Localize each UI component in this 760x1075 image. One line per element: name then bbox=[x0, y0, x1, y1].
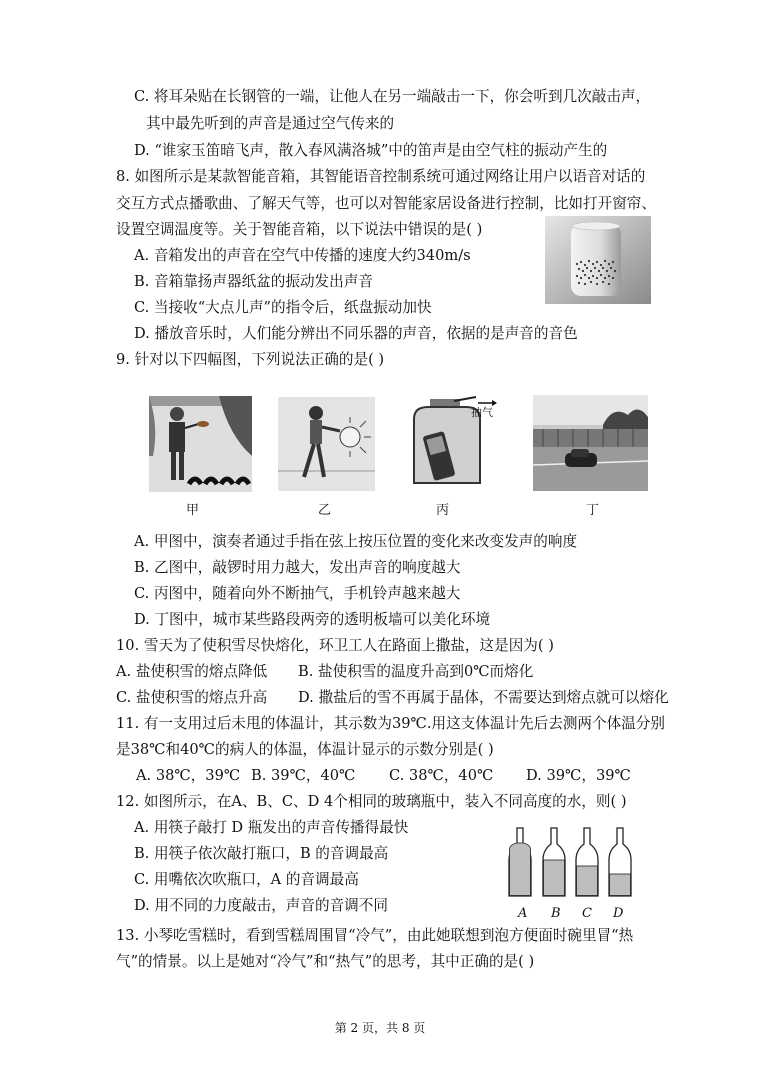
bottle-label-c: C bbox=[582, 906, 592, 921]
q7-option-c: C. 将耳朵贴在长钢管的一端，让他人在另一端敲击一下，你会听到几次敲击声， bbox=[134, 88, 651, 105]
q13-stem-line1: 13. 小琴吃雪糕时，看到雪糕周围冒“冷气”，由此她联想到泡方便面时碗里冒“热 bbox=[116, 927, 634, 944]
q8-option-a: A. 音箱发出的声音在空气中传播的速度大约340m/s bbox=[134, 247, 471, 264]
figure-jia-caption: 甲 bbox=[186, 503, 200, 518]
q11-option-d: D. 39℃，39℃ bbox=[526, 767, 631, 784]
q8-stem-line3: 设置空调温度等。关于智能音箱，以下说法中错误的是( ) bbox=[116, 221, 483, 238]
bottles-figure bbox=[506, 826, 634, 902]
q11-stem-line2: 是38℃和40℃的病人的体温，体温计显示的示数分别是( ) bbox=[116, 741, 494, 758]
q12-option-d: D. 用不同的力度敲击，声音的音调不同 bbox=[134, 897, 388, 914]
figure-yi-gong bbox=[278, 397, 375, 491]
q11-option-b: B. 39℃，40℃ bbox=[251, 767, 356, 784]
pump-label: 抽气 bbox=[471, 406, 493, 419]
q12-stem: 12. 如图所示，在A、B、C、D 4个相同的玻璃瓶中，装入不同高度的水，则( ) bbox=[116, 793, 627, 810]
figure-ding-road-barrier bbox=[533, 395, 648, 491]
q11-option-c: C. 38℃，40℃ bbox=[389, 767, 494, 784]
q10-option-d: D. 撒盐后的雪不再属于晶体，不需要达到熔点就可以熔化 bbox=[298, 689, 669, 706]
q8-stem-line2: 交互方式点播歌曲、了解天气等，也可以对智能家居设备进行控制，比如打开窗帘、 bbox=[116, 195, 656, 212]
bottle-label-a: A bbox=[518, 906, 528, 921]
q12-option-c: C. 用嘴依次吹瓶口，A 的音调最高 bbox=[134, 871, 359, 888]
bottle-label-d: D bbox=[613, 906, 624, 921]
q13-stem-line2: 气”的情景。以上是她对“冷气”和“热气”的思考，其中正确的是( ) bbox=[116, 953, 535, 970]
q10-stem: 10. 雪天为了使积雪尽快熔化，环卫工人在路面上撒盐，这是因为( ) bbox=[116, 637, 554, 654]
figure-ding-caption: 丁 bbox=[586, 503, 600, 518]
q9-option-a: A. 甲图中，演奏者通过手指在弦上按压位置的变化来改变发声的响度 bbox=[134, 533, 578, 550]
page-footer: 第 2 页，共 8 页 bbox=[334, 1021, 426, 1035]
q10-option-c: C. 盐使积雪的熔点升高 bbox=[116, 689, 268, 706]
q9-option-b: B. 乙图中，敲锣时用力越大，发出声音的响度越大 bbox=[134, 559, 461, 576]
figure-bing-caption: 丙 bbox=[436, 503, 450, 518]
q9-option-c: C. 丙图中，随着向外不断抽气，手机铃声越来越大 bbox=[134, 585, 461, 602]
q8-stem-line1: 8. 如图所示是某款智能音箱，其智能语音控制系统可通过网络让用户以语音对话的 bbox=[116, 168, 646, 185]
q9-stem: 9. 针对以下四幅图，下列说法正确的是( ) bbox=[116, 351, 385, 368]
q12-option-b: B. 用筷子依次敲打瓶口，B 的音调最高 bbox=[134, 845, 389, 862]
q12-option-a: A. 用筷子敲打 D 瓶发出的声音传播得最快 bbox=[134, 819, 409, 836]
bottle-label-b: B bbox=[551, 906, 561, 921]
q9-option-d: D. 丁图中，城市某些路段两旁的透明板墙可以美化环境 bbox=[134, 611, 491, 628]
smart-speaker-image bbox=[545, 216, 651, 304]
q10-option-a: A. 盐使积雪的熔点降低 bbox=[116, 663, 268, 680]
q7-option-c-cont: 其中最先听到的声音是通过空气传来的 bbox=[146, 115, 395, 132]
q11-stem-line1: 11. 有一支用过后未甩的体温计，其示数为39℃.用这支体温计先后去测两个体温分别 bbox=[116, 715, 665, 732]
q8-option-d: D. 播放音乐时，人们能分辨出不同乐器的声音，依据的是声音的音色 bbox=[134, 325, 578, 342]
q7-option-d: D. “谁家玉笛暗飞声，散入春风满洛城”中的笛声是由空气柱的振动产生的 bbox=[134, 142, 608, 159]
q8-option-c: C. 当接收“大点儿声”的指令后，纸盘振动加快 bbox=[134, 299, 432, 316]
figure-yi-caption: 乙 bbox=[318, 503, 332, 518]
figure-jia-violinist bbox=[149, 396, 252, 492]
q10-option-b: B. 盐使积雪的温度升高到0℃而熔化 bbox=[298, 663, 534, 680]
q11-option-a: A. 38℃，39℃ bbox=[136, 767, 241, 784]
q8-option-b: B. 音箱靠扬声器纸盆的振动发出声音 bbox=[134, 273, 373, 290]
